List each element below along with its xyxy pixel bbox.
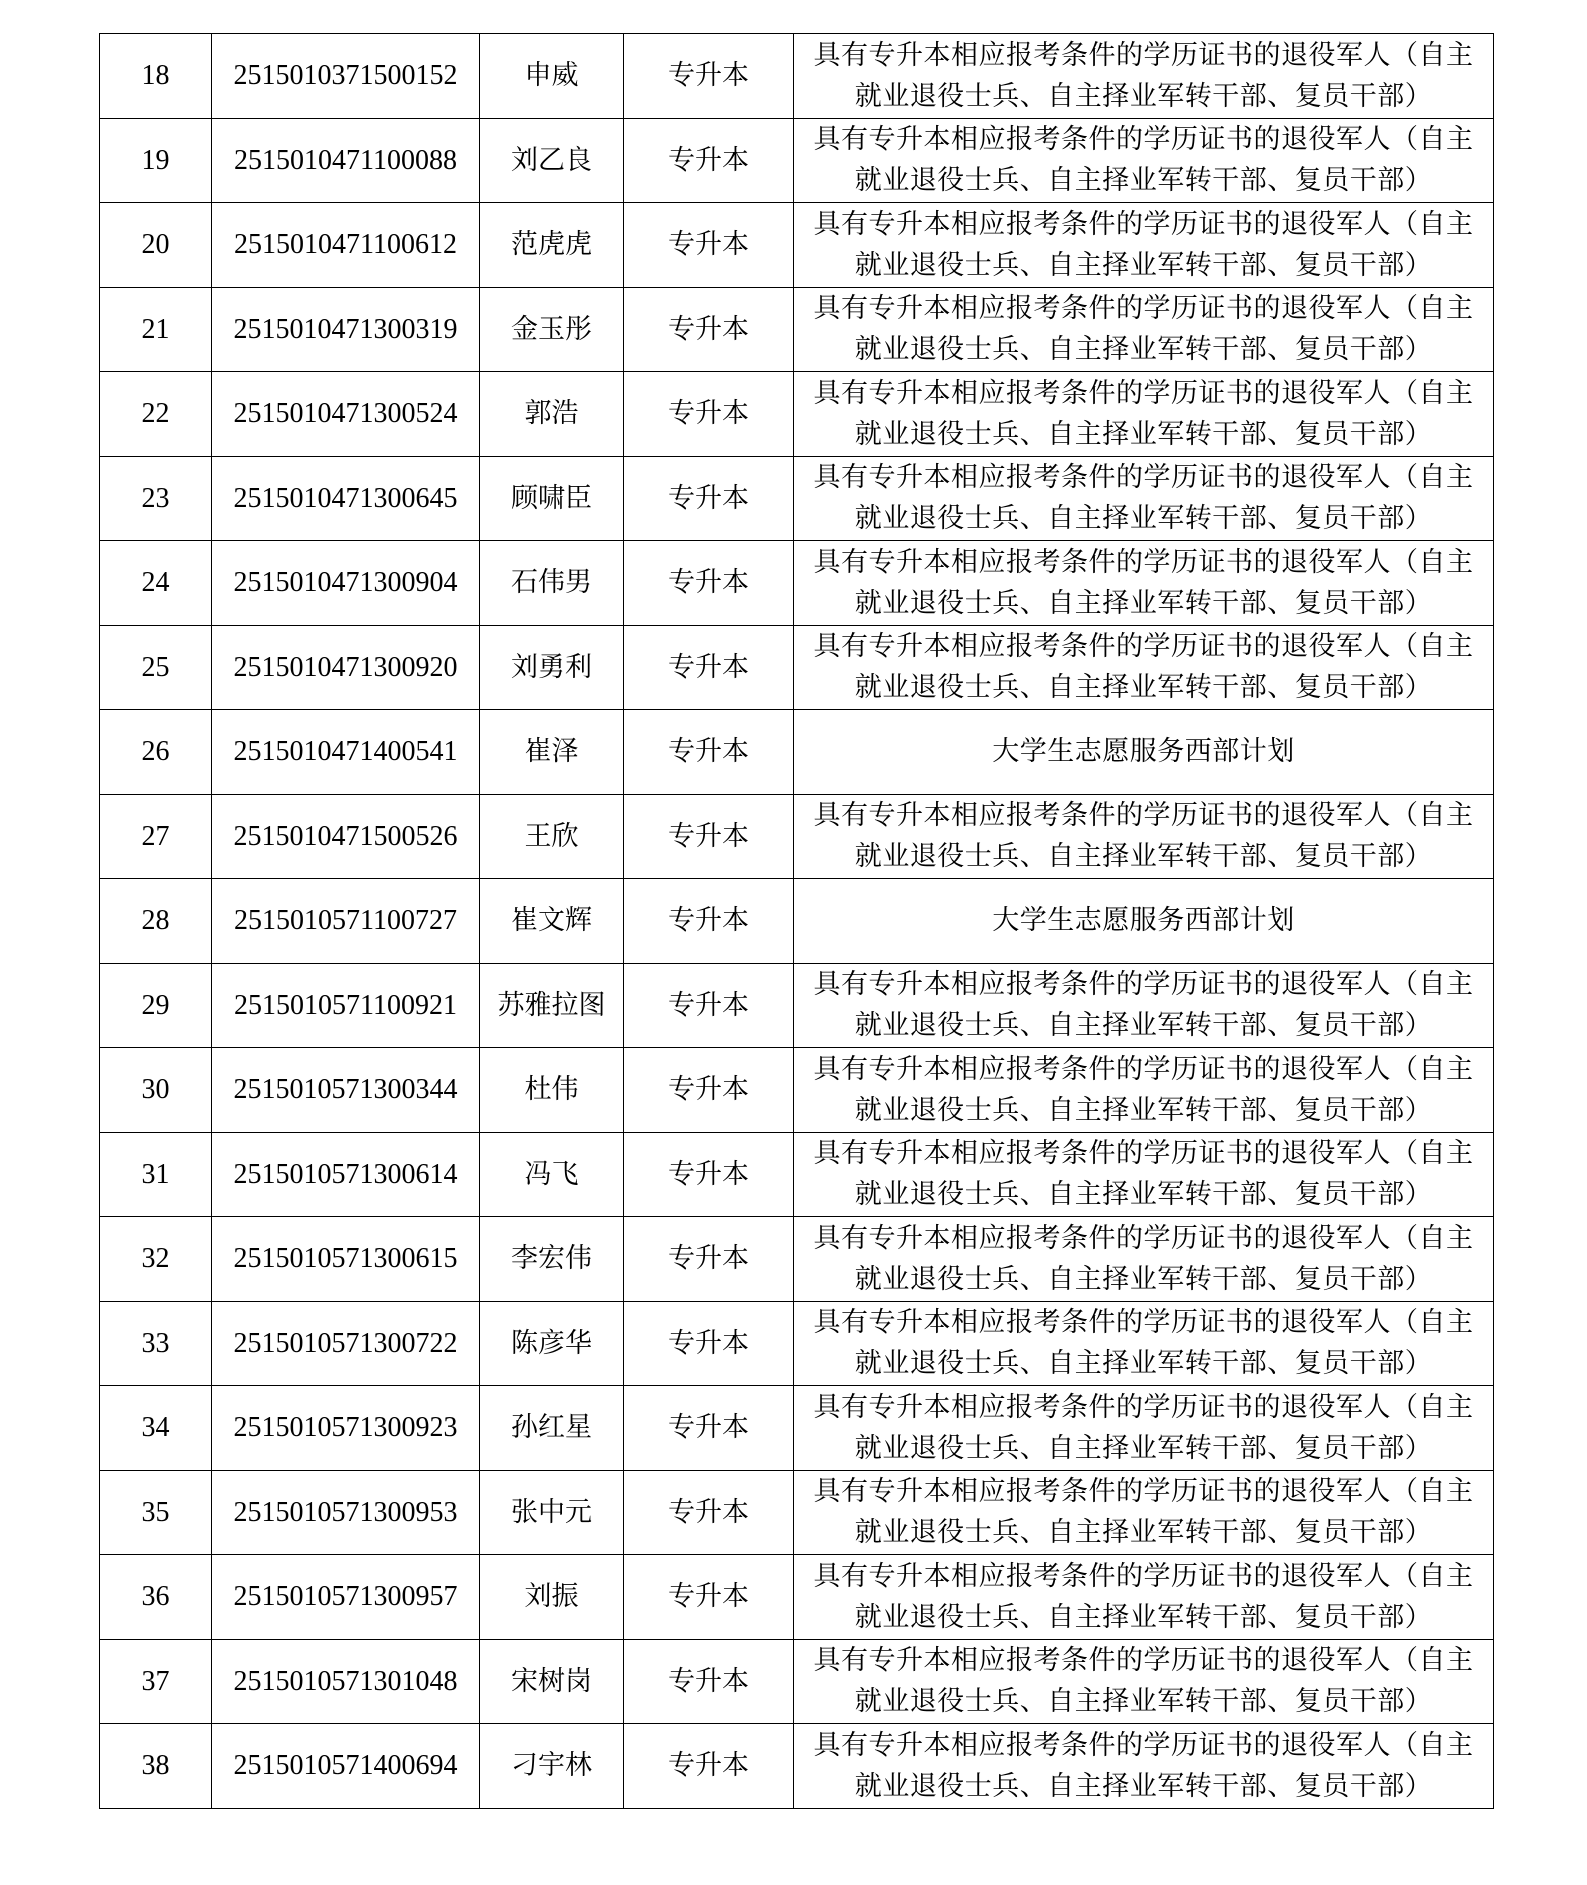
exam-id-cell: 2515010571300344 [212,1048,480,1133]
exam-type-cell: 专升本 [624,118,794,203]
table-row [100,1132,1494,1217]
row-number-cell: 30 [100,1048,212,1133]
category-cell: 具有专升本相应报考条件的学历证书的退役军人（自主就业退役士兵、自主择业军转干部、复员干部） [794,287,1494,372]
exam-id-cell: 2515010571300957 [212,1555,480,1640]
category-cell: 具有专升本相应报考条件的学历证书的退役军人（自主就业退役士兵、自主择业军转干部、复员干部） [794,456,1494,541]
table-row [100,456,1494,541]
exam-id-cell: 2515010471100088 [212,118,480,203]
exam-id-cell: 2515010471300904 [212,541,480,626]
exam-type-cell: 专升本 [624,710,794,795]
exam-id-cell: 2515010471300319 [212,287,480,372]
row-number-cell: 29 [100,963,212,1048]
exam-type-cell: 专升本 [624,287,794,372]
name-cell: 李宏伟 [480,1217,624,1302]
exam-id-cell: 2515010571300923 [212,1386,480,1471]
table-row [100,625,1494,710]
roster-table-body [100,34,1494,1809]
exam-id-cell: 2515010571300953 [212,1470,480,1555]
table-row [100,1724,1494,1809]
exam-id-cell: 2515010471500526 [212,794,480,879]
exam-type-cell: 专升本 [624,794,794,879]
exam-type-cell: 专升本 [624,203,794,288]
row-number-cell: 18 [100,34,212,119]
name-cell: 陈彦华 [480,1301,624,1386]
category-cell: 具有专升本相应报考条件的学历证书的退役军人（自主就业退役士兵、自主择业军转干部、复员干部） [794,794,1494,879]
exam-type-cell: 专升本 [624,1555,794,1640]
category-cell: 具有专升本相应报考条件的学历证书的退役军人（自主就业退役士兵、自主择业军转干部、复员干部） [794,1555,1494,1640]
row-number-cell: 26 [100,710,212,795]
category-cell: 大学生志愿服务西部计划 [794,879,1494,964]
row-number-cell: 25 [100,625,212,710]
row-number-cell: 31 [100,1132,212,1217]
row-number-cell: 27 [100,794,212,879]
name-cell: 杜伟 [480,1048,624,1133]
exam-type-cell: 专升本 [624,1724,794,1809]
row-number-cell: 36 [100,1555,212,1640]
category-cell: 具有专升本相应报考条件的学历证书的退役军人（自主就业退役士兵、自主择业军转干部、复员干部） [794,203,1494,288]
exam-id-cell: 2515010571301048 [212,1639,480,1724]
category-cell: 具有专升本相应报考条件的学历证书的退役军人（自主就业退役士兵、自主择业军转干部、复员干部） [794,372,1494,457]
row-number-cell: 32 [100,1217,212,1302]
table-row [100,1386,1494,1471]
table-row [100,287,1494,372]
exam-type-cell: 专升本 [624,963,794,1048]
row-number-cell: 21 [100,287,212,372]
name-cell: 申威 [480,34,624,119]
name-cell: 苏雅拉图 [480,963,624,1048]
table-row [100,1301,1494,1386]
row-number-cell: 35 [100,1470,212,1555]
row-number-cell: 38 [100,1724,212,1809]
row-number-cell: 37 [100,1639,212,1724]
row-number-cell: 33 [100,1301,212,1386]
category-cell: 具有专升本相应报考条件的学历证书的退役军人（自主就业退役士兵、自主择业军转干部、复员干部） [794,1724,1494,1809]
name-cell: 崔文辉 [480,879,624,964]
table-row [100,1217,1494,1302]
exam-type-cell: 专升本 [624,1048,794,1133]
category-cell: 具有专升本相应报考条件的学历证书的退役军人（自主就业退役士兵、自主择业军转干部、复员干部） [794,1132,1494,1217]
category-cell: 具有专升本相应报考条件的学历证书的退役军人（自主就业退役士兵、自主择业军转干部、复员干部） [794,541,1494,626]
name-cell: 顾啸臣 [480,456,624,541]
exam-id-cell: 2515010571300722 [212,1301,480,1386]
name-cell: 刘勇利 [480,625,624,710]
row-number-cell: 19 [100,118,212,203]
table-row [100,1470,1494,1555]
exam-type-cell: 专升本 [624,1132,794,1217]
row-number-cell: 34 [100,1386,212,1471]
table-row [100,1639,1494,1724]
table-row [100,541,1494,626]
exam-type-cell: 专升本 [624,879,794,964]
exam-id-cell: 2515010471400541 [212,710,480,795]
row-number-cell: 28 [100,879,212,964]
table-row [100,118,1494,203]
name-cell: 孙红星 [480,1386,624,1471]
name-cell: 刁宇林 [480,1724,624,1809]
exam-id-cell: 2515010371500152 [212,34,480,119]
category-cell: 具有专升本相应报考条件的学历证书的退役军人（自主就业退役士兵、自主择业军转干部、复员干部） [794,1639,1494,1724]
exam-type-cell: 专升本 [624,34,794,119]
table-row [100,963,1494,1048]
name-cell: 宋树岗 [480,1639,624,1724]
name-cell: 范虎虎 [480,203,624,288]
exam-id-cell: 2515010571100727 [212,879,480,964]
category-cell: 具有专升本相应报考条件的学历证书的退役军人（自主就业退役士兵、自主择业军转干部、复员干部） [794,118,1494,203]
category-cell: 具有专升本相应报考条件的学历证书的退役军人（自主就业退役士兵、自主择业军转干部、复员干部） [794,1301,1494,1386]
table-row [100,1048,1494,1133]
category-cell: 大学生志愿服务西部计划 [794,710,1494,795]
name-cell: 刘乙良 [480,118,624,203]
exam-type-cell: 专升本 [624,372,794,457]
exam-type-cell: 专升本 [624,1217,794,1302]
exam-id-cell: 2515010571100921 [212,963,480,1048]
table-row [100,794,1494,879]
name-cell: 冯飞 [480,1132,624,1217]
name-cell: 金玉彤 [480,287,624,372]
exam-id-cell: 2515010471300645 [212,456,480,541]
name-cell: 张中元 [480,1470,624,1555]
exam-id-cell: 2515010571300614 [212,1132,480,1217]
category-cell: 具有专升本相应报考条件的学历证书的退役军人（自主就业退役士兵、自主择业军转干部、复员干部） [794,1217,1494,1302]
table-row [100,1555,1494,1640]
exam-type-cell: 专升本 [624,1470,794,1555]
row-number-cell: 23 [100,456,212,541]
exam-type-cell: 专升本 [624,456,794,541]
name-cell: 王欣 [480,794,624,879]
row-number-cell: 24 [100,541,212,626]
name-cell: 石伟男 [480,541,624,626]
name-cell: 崔泽 [480,710,624,795]
category-cell: 具有专升本相应报考条件的学历证书的退役军人（自主就业退役士兵、自主择业军转干部、复员干部） [794,963,1494,1048]
exam-id-cell: 2515010471300920 [212,625,480,710]
exam-type-cell: 专升本 [624,1386,794,1471]
table-row [100,203,1494,288]
category-cell: 具有专升本相应报考条件的学历证书的退役军人（自主就业退役士兵、自主择业军转干部、复员干部） [794,1470,1494,1555]
exam-id-cell: 2515010571400694 [212,1724,480,1809]
category-cell: 具有专升本相应报考条件的学历证书的退役军人（自主就业退役士兵、自主择业军转干部、复员干部） [794,1048,1494,1133]
table-row [100,34,1494,119]
name-cell: 郭浩 [480,372,624,457]
table-row [100,710,1494,795]
roster-table [99,33,1494,1809]
table-row [100,879,1494,964]
name-cell: 刘振 [480,1555,624,1640]
table-row [100,372,1494,457]
category-cell: 具有专升本相应报考条件的学历证书的退役军人（自主就业退役士兵、自主择业军转干部、复员干部） [794,625,1494,710]
exam-type-cell: 专升本 [624,541,794,626]
exam-id-cell: 2515010471300524 [212,372,480,457]
exam-id-cell: 2515010471100612 [212,203,480,288]
row-number-cell: 20 [100,203,212,288]
category-cell: 具有专升本相应报考条件的学历证书的退役军人（自主就业退役士兵、自主择业军转干部、复员干部） [794,34,1494,119]
exam-type-cell: 专升本 [624,625,794,710]
row-number-cell: 22 [100,372,212,457]
exam-type-cell: 专升本 [624,1301,794,1386]
category-cell: 具有专升本相应报考条件的学历证书的退役军人（自主就业退役士兵、自主择业军转干部、复员干部） [794,1386,1494,1471]
exam-id-cell: 2515010571300615 [212,1217,480,1302]
exam-type-cell: 专升本 [624,1639,794,1724]
